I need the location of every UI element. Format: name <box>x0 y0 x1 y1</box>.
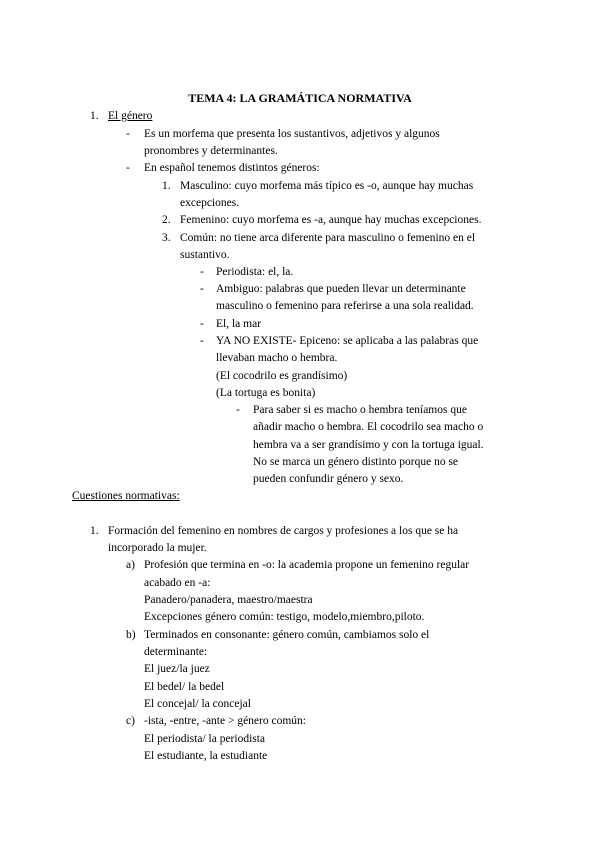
list-item-text: Terminados en consonante: género común, cambiamos solo el <box>144 629 430 641</box>
list-letter: b) <box>126 629 136 641</box>
dash-marker: - <box>200 335 204 347</box>
nested-bullet-text: pueden confundir género y sexo. <box>253 473 404 485</box>
sub-bullet-text: Periodista: el, la. <box>216 266 294 278</box>
bullet-text: En español tenemos distintos géneros: <box>144 162 320 174</box>
list-item-text: sustantivo. <box>180 249 230 261</box>
dash-marker: - <box>126 162 130 174</box>
sub-bullet-text: YA NO EXISTE- Epiceno: se aplicaba a las palabras que <box>216 335 479 347</box>
list-letter: c) <box>126 715 135 727</box>
list-item-text: El estudiante, la estudiante <box>144 750 268 762</box>
list-number: 3. <box>162 232 171 244</box>
section-number: 1. <box>90 110 99 122</box>
bullet-text: pronombres y determinantes. <box>144 145 278 157</box>
sub-bullet-text: masculino o femenino para referirse a una sola realidad. <box>216 300 474 312</box>
nested-bullet-text: añadir macho o hembra. El cocodrilo sea macho o <box>253 421 484 433</box>
page-title: TEMA 4: LA GRAMÁTICA NORMATIVA <box>188 91 412 105</box>
list-item-text: El concejal/ la concejal <box>144 698 251 710</box>
dash-marker: - <box>200 283 204 295</box>
list-item-text: El periodista/ la periodista <box>144 733 266 745</box>
list-number: 1. <box>162 180 171 192</box>
section-heading-cuestiones: Cuestiones normativas: <box>72 490 180 502</box>
paragraph-text: Formación del femenino en nombres de cargos y profesiones a los que se ha <box>108 525 459 537</box>
example-text: (El cocodrilo es grandísimo) <box>216 370 348 382</box>
list-item-text: El juez/la juez <box>144 663 210 675</box>
list-item-text: El bedel/ la bedel <box>144 681 225 693</box>
list-item-text: excepciones. <box>180 197 240 209</box>
paragraph-text: incorporado la mujer. <box>108 542 207 554</box>
example-text: (La tortuga es bonita) <box>216 387 316 399</box>
section-heading-genero: El género <box>108 110 153 122</box>
dash-marker: - <box>236 404 240 416</box>
nested-bullet-text: Para saber si es macho o hembra teníamos que <box>253 404 467 416</box>
dash-marker: - <box>200 266 204 278</box>
dash-marker: - <box>126 128 130 140</box>
section-number: 1. <box>90 525 99 537</box>
list-item-text: Profesión que termina en -o: la academia propone un femenino regular <box>144 559 470 571</box>
list-item-text: Femenino: cuyo morfema es -a, aunque hay muchas excepciones. <box>180 214 482 226</box>
list-letter: a) <box>126 559 135 571</box>
list-number: 2. <box>162 214 171 226</box>
sub-bullet-text: llevaban macho o hembra. <box>216 352 338 364</box>
nested-bullet-text: hembra va a ser grandísimo y con la tortuga igual. <box>253 439 484 451</box>
list-item-text: Común: no tiene arca diferente para masculino o femenino en el <box>180 232 476 244</box>
list-item-text: acabado en -a: <box>144 577 211 589</box>
list-item-text: Excepciones género común: testigo, modelo,miembro,piloto. <box>144 611 425 623</box>
sub-bullet-text: Ambiguo: palabras que pueden llevar un determinante <box>216 283 466 295</box>
list-item-text: determinante: <box>144 646 208 658</box>
dash-marker: - <box>200 318 204 330</box>
bullet-text: Es un morfema que presenta los sustantivos, adjetivos y algunos <box>144 128 440 140</box>
list-item-text: -ista, -entre, -ante > género común: <box>144 715 306 727</box>
nested-bullet-text: No se marca un género distinto porque no se <box>253 456 459 468</box>
sub-bullet-text: El, la mar <box>216 318 262 330</box>
list-item-text: Panadero/panadera, maestro/maestra <box>144 594 313 606</box>
list-item-text: Masculino: cuyo morfema más típico es -o, aunque hay muchas <box>180 180 474 192</box>
